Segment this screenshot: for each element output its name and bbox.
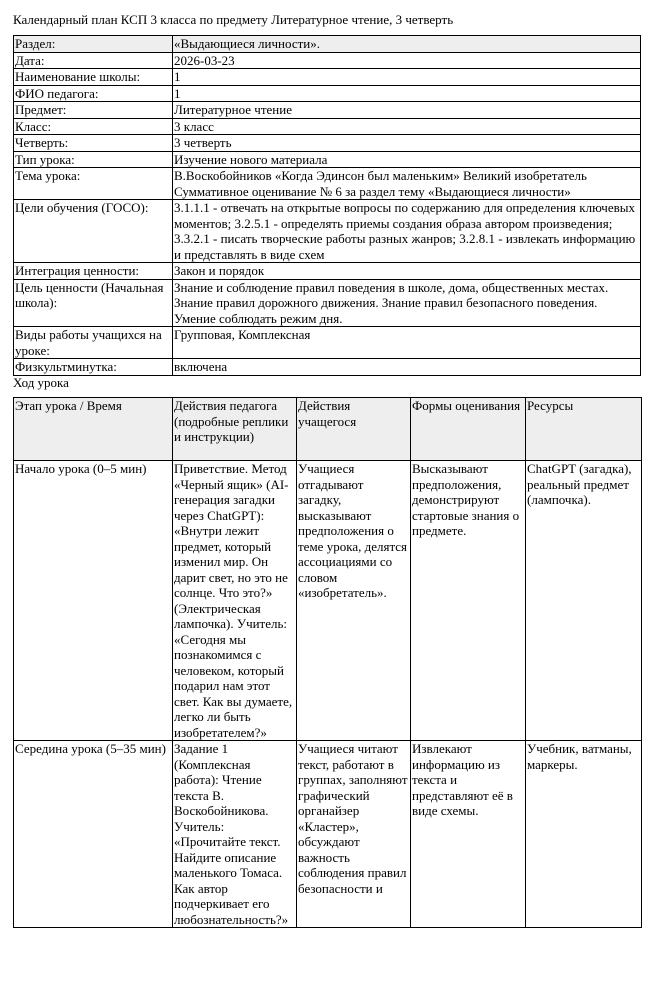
lesson-flow-table bbox=[13, 397, 642, 928]
lesson-cell-teacher: Задание 1 (Комплексная работа): Чтение текста В. Воскобойникова. Учитель: «Прочитайте текст. Найдите описание маленького Томаса. Как автор подчеркивает его любознательность?» bbox=[173, 741, 297, 928]
info-row bbox=[14, 52, 641, 69]
info-row bbox=[14, 118, 641, 135]
lesson-cell-stage: Начало урока (0–5 мин) bbox=[14, 461, 173, 741]
info-label: Наименование школы: bbox=[14, 69, 173, 86]
info-label: Физкультминутка: bbox=[14, 359, 173, 376]
lesson-info-table bbox=[13, 35, 641, 376]
info-value: Знание и соблюдение правил поведения в школе, дома, общественных местах. Знание правил дорожного движения. Знание правил безопасного поведения. Умение соблюдать режим дня. bbox=[173, 279, 641, 327]
lesson-header-cell: Действия педагога (подробные реплики и инструкции) bbox=[173, 398, 297, 461]
info-row bbox=[14, 36, 641, 53]
info-label: Цель ценности (Начальная школа): bbox=[14, 279, 173, 327]
info-label: Виды работы учащихся на уроке: bbox=[14, 327, 173, 359]
info-row bbox=[14, 200, 641, 263]
info-label: Дата: bbox=[14, 52, 173, 69]
info-label: Интеграция ценности: bbox=[14, 263, 173, 280]
info-value: Закон и порядок bbox=[173, 263, 641, 280]
lesson-header-cell: Действия учащегося bbox=[297, 398, 411, 461]
info-row bbox=[14, 85, 641, 102]
lesson-row bbox=[14, 741, 642, 928]
lesson-header-cell: Формы оценивания bbox=[411, 398, 526, 461]
lesson-header-cell: Этап урока / Время bbox=[14, 398, 173, 461]
info-value: 3 класс bbox=[173, 118, 641, 135]
info-value: 1 bbox=[173, 85, 641, 102]
info-label: Тема урока: bbox=[14, 168, 173, 200]
document-title: Календарный план КСП 3 класса по предмету Литературное чтение, 3 четверть bbox=[13, 12, 454, 27]
info-row bbox=[14, 135, 641, 152]
info-label: ФИО педагога: bbox=[14, 85, 173, 102]
info-value: Групповая, Комплексная bbox=[173, 327, 641, 359]
info-label: Цели обучения (ГОСО): bbox=[14, 200, 173, 263]
info-value: 3 четверть bbox=[173, 135, 641, 152]
info-label: Раздел: bbox=[14, 36, 173, 53]
info-value: «Выдающиеся личности». bbox=[173, 36, 641, 53]
info-row bbox=[14, 151, 641, 168]
info-value: 1 bbox=[173, 69, 641, 86]
lesson-cell-assessment: Извлекают информацию из текста и представляют её в виде схемы. bbox=[411, 741, 526, 928]
info-row bbox=[14, 102, 641, 119]
info-row bbox=[14, 279, 641, 327]
info-label: Тип урока: bbox=[14, 151, 173, 168]
lesson-cell-student: Учащиеся отгадывают загадку, высказывают предположения о теме урока, делятся ассоциациями со словом «изобретатель». bbox=[297, 461, 411, 741]
info-row bbox=[14, 168, 641, 200]
info-value: включена bbox=[173, 359, 641, 376]
info-value: 3.1.1.1 - отвечать на открытые вопросы по содержанию для определения ключевых моментов; 3.2.5.1 - определять приемы создания образа автором произведения; 3.3.2.1 - писать творческие работы разных жанров; 3.2.8.1 - извлекать информацию и представлять в виде схем bbox=[173, 200, 641, 263]
info-value: Изучение нового материала bbox=[173, 151, 641, 168]
lesson-cell-stage: Середина урока (5–35 мин) bbox=[14, 741, 173, 928]
info-value: 2026-03-23 bbox=[173, 52, 641, 69]
info-value: В.Воскобойников «Когда Эдинсон был маленьким» Великий изобретатель Суммативное оценивание № 6 за раздел тему «Выдающиеся личности» bbox=[173, 168, 641, 200]
info-row bbox=[14, 359, 641, 376]
lesson-cell-teacher: Приветствие. Метод «Черный ящик» (AI-генерация загадки через ChatGPT): «Внутри лежит предмет, который изменил мир. Он дарит свет, но это не солнце. Что это?» (Электрическая лампочка). Учитель: «Сегодня мы познакомимся с человеком, который подарил нам этот свет. Как вы думаете, легко ли быть изобретателем?» bbox=[173, 461, 297, 741]
lesson-cell-assessment: Высказывают предположения, демонстрируют стартовые знания о предмете. bbox=[411, 461, 526, 741]
lesson-cell-student: Учащиеся читают текст, работают в группах, заполняют графический органайзер «Кластер», обсуждают важность соблюдения правил безопасности и bbox=[297, 741, 411, 928]
lesson-header-cell: Ресурсы bbox=[526, 398, 642, 461]
info-row bbox=[14, 69, 641, 86]
info-row bbox=[14, 263, 641, 280]
info-label: Четверть: bbox=[14, 135, 173, 152]
info-label: Класс: bbox=[14, 118, 173, 135]
lesson-row bbox=[14, 461, 642, 741]
info-row bbox=[14, 327, 641, 359]
lesson-cell-resources: Учебник, ватманы, маркеры. bbox=[526, 741, 642, 928]
info-label: Предмет: bbox=[14, 102, 173, 119]
lesson-flow-label: Ход урока bbox=[13, 375, 69, 390]
lesson-cell-resources: ChatGPT (загадка), реальный предмет (лампочка). bbox=[526, 461, 642, 741]
info-value: Литературное чтение bbox=[173, 102, 641, 119]
